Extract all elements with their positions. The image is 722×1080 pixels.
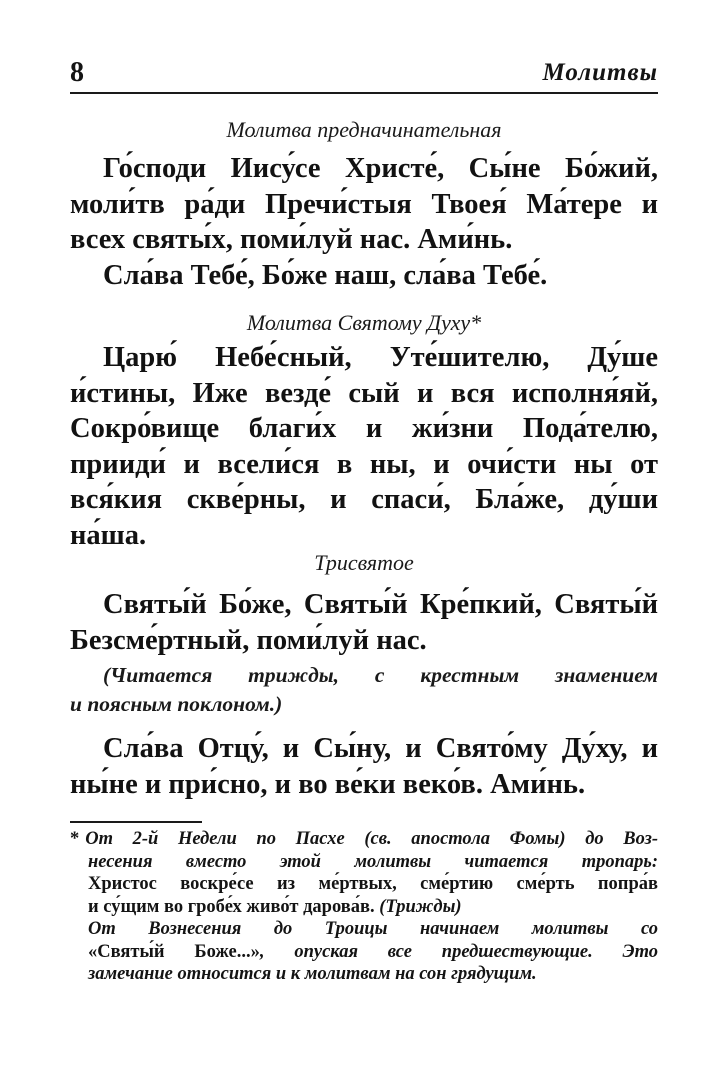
footnote-text: От 2-й Недели по Пасхе (св. апостола Фомы) до Воз- xyxy=(85,829,658,849)
prayer-line: и́стины, Иже везде́ сый и вся исполня́яй, xyxy=(70,377,658,409)
section-title: Молитвы xyxy=(542,59,658,86)
prayer-line: Святы́й Бо́же, Святы́й Кре́пкий, Святы́й xyxy=(103,589,658,620)
prayer-line: Сла́ва Тебе́, Бо́же наш, сла́ва Тебе́. xyxy=(103,259,548,291)
rubric-line: (Читается трижды, с крестным знамением xyxy=(103,663,658,687)
prayer-body-glory xyxy=(70,731,658,802)
prayer-line: Сла́ва Отцу́, и Сы́ну, и Свято́му Ду́ху, и xyxy=(103,733,658,764)
footnote-line: замечание относится и к молитвам на сон грядущим. xyxy=(88,964,537,984)
footnote-line: несения вместо этой молитвы читается тропарь: xyxy=(88,851,658,872)
running-header xyxy=(70,57,658,89)
prayer-body-trisagion xyxy=(70,587,658,658)
prayer-line: моли́тв ра́ди Пречи́стыя Твоея́ Ма́тере и xyxy=(70,188,658,220)
rubric-instruction xyxy=(70,661,658,719)
prayer-line: ны́не и при́сно, и во ве́ки веко́в. Ами́нь. xyxy=(70,768,586,800)
prayer-line: на́ша. xyxy=(70,519,147,551)
header-rule xyxy=(70,92,658,94)
footnote xyxy=(70,828,658,986)
footnote-line: От Вознесения до Троицы начинаем молитвы со xyxy=(88,919,658,939)
prayer-heading-trisagion: Трисвятое xyxy=(314,550,414,575)
footnote-quote: «Святы́й Боже...» xyxy=(88,941,260,962)
prayer-line: Царю́ Небе́сный, Уте́шителю, Ду́ше xyxy=(103,342,658,373)
prayer-heading-preliminary: Молитва предначинательная xyxy=(226,117,502,142)
footnote-marker: * xyxy=(70,829,80,849)
footnote-troparion-text: и су́щим во гробе́х живо́т дарова́в. xyxy=(88,896,375,917)
footnote-text: , опуская все предшествующие. Это xyxy=(259,941,658,962)
prayer-line: Го́споди Иису́се Христе́, Сы́не Бо́жий, xyxy=(103,153,658,184)
footnote-line xyxy=(70,896,658,919)
rubric-line: и поясным поклоном.) xyxy=(70,692,283,716)
footnote-thrice-note: (Трижды) xyxy=(379,896,462,917)
footnote-rule xyxy=(70,821,202,823)
footnote-line xyxy=(70,941,658,964)
prayer-line: вся́кия скве́рны, и спаси́, Бла́же, ду́ши xyxy=(70,484,658,515)
prayer-body-preliminary xyxy=(70,151,658,293)
footnote-troparion-line: Христос воскре́се из ме́ртвых, сме́ртию сме́рть попра́в xyxy=(88,874,658,894)
prayer-line: Безсме́ртный, поми́луй нас. xyxy=(70,624,427,656)
prayer-line: Сокро́вище благи́х и жи́зни Пода́телю, xyxy=(70,413,658,444)
prayer-line: прииди́ и всели́ся в ны, и очи́сти ны от xyxy=(70,448,658,480)
footnote-line xyxy=(70,828,658,851)
prayer-body-holy-spirit xyxy=(70,340,658,553)
prayer-line: всех святы́х, поми́луй нас. Ами́нь. xyxy=(70,224,513,255)
page-number: 8 xyxy=(70,57,84,88)
prayer-heading-holy-spirit: Молитва Святому Духу* xyxy=(246,310,482,335)
